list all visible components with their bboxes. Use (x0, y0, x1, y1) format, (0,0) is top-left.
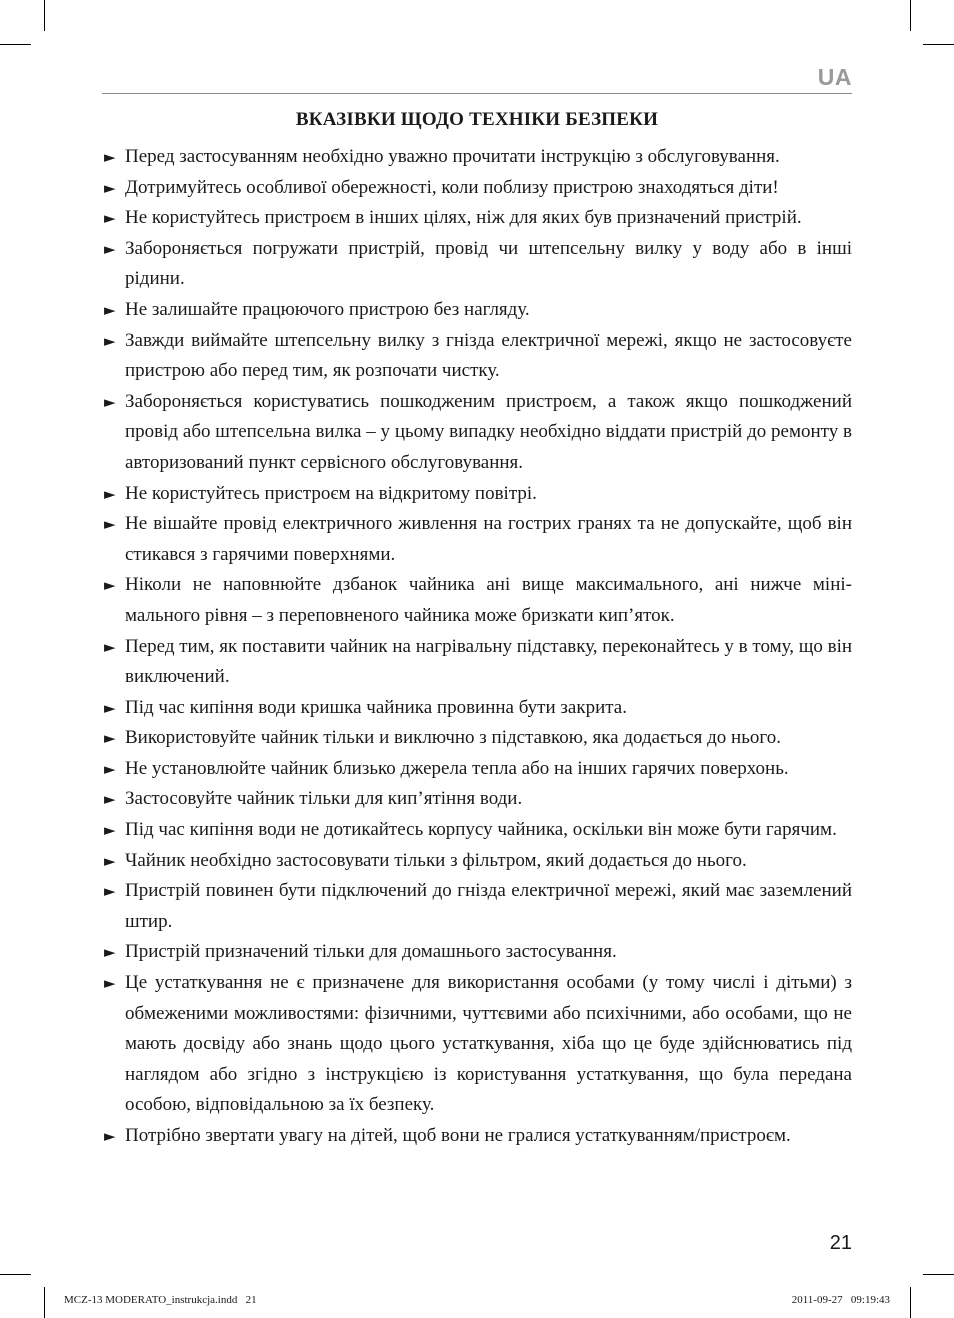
list-item-text: Під час кипіння води не дотикайтесь корпусу чайника, оскільки він може бути гарячим. (125, 819, 837, 841)
crop-mark (923, 44, 954, 45)
print-slug-file: MCZ-13 MODERATO_instrukcja.indd 21 (64, 1294, 257, 1306)
section-title: ВКАЗІВКИ ЩОДО ТЕХНІКИ БЕЗПЕКИ (295, 109, 659, 130)
list-item-text: Дотримуйтесь особливої обережності, коли поблизу пристрою знаходяться діти! (125, 176, 779, 198)
list-item-text: Забороняється користуватись пошкодженим пристроєм, а також якщо пошкоджений провід або штепсельна вилка – у цьому випадку необхідно віддати пристрій до ремонту в авторизований пункт сервісного обслуговування. (125, 390, 852, 473)
list-item (104, 295, 852, 326)
list-item (104, 479, 852, 510)
header-rule (102, 93, 852, 94)
crop-mark (44, 0, 45, 31)
arrow-bullet-icon: ► (104, 178, 116, 197)
arrow-bullet-icon: ► (104, 882, 116, 901)
arrow-bullet-icon: ► (104, 943, 116, 962)
arrow-bullet-icon: ► (104, 209, 116, 228)
list-item-text: Не користуйтесь пристроєм в інших цілях, ніж для яких був призначений пристрій. (125, 207, 802, 229)
list-item (104, 142, 852, 173)
crop-mark (910, 1287, 911, 1318)
list-item-text: Застосовуйте чайник тільки для кип’ятіння води. (125, 788, 523, 810)
list-item (104, 387, 852, 479)
arrow-bullet-icon: ► (104, 759, 116, 778)
print-slug-date: 2011-09-27 09:19:43 (791, 1294, 890, 1306)
arrow-bullet-icon: ► (104, 698, 116, 717)
list-item-text: Перед застосуванням необхідно уважно прочитати інструкцію з обслуговування. (125, 146, 780, 167)
list-item-text: Не вішайте провід електричного живлення на гострих гранях та не допускайте, щоб він стикався з гарячими поверхнями. (125, 513, 852, 565)
arrow-bullet-icon: ► (104, 484, 116, 503)
crop-mark (910, 0, 911, 31)
arrow-bullet-icon: ► (104, 331, 116, 350)
list-item-text: Під час кипіння води кришка чайника провинна бути закрита. (125, 696, 627, 718)
arrow-bullet-icon: ► (104, 300, 116, 319)
list-item (104, 723, 852, 754)
list-item-text: Не установлюйте чайник близько джерела тепла або на інших гарячих поверхонь. (125, 757, 789, 779)
list-item-text: Використовуйте чайник тільки и виключно з підставкою, яка додається до нього. (125, 727, 781, 749)
list-item (104, 173, 852, 204)
arrow-bullet-icon: ► (104, 576, 116, 595)
safety-instructions-list (104, 142, 852, 1152)
list-item (104, 632, 852, 693)
list-item-text: Потрібно звертати увагу на дітей, щоб вони не гралися устаткуванням/пристроєм. (125, 1125, 791, 1146)
list-item (104, 509, 852, 570)
arrow-bullet-icon: ► (104, 821, 116, 840)
arrow-bullet-icon: ► (104, 239, 116, 258)
list-item (104, 203, 852, 234)
list-item-text: Пристрій повинен бути підключений до гнізда електричної мережі, який має заземлений штир. (125, 880, 852, 932)
arrow-bullet-icon: ► (104, 148, 116, 166)
crop-mark (923, 1274, 954, 1275)
crop-mark (0, 44, 31, 45)
list-item-text: Це устаткування не є призначене для використання особами (у тому числі і дітьми) з обмеженими можливостями: фізичними, чуттєвими або психічними, або особами, що не мають досвіду або знань щодо цього устаткування, хіба що це буде здійснюватись під наглядом або згідно з інструкцією із користування устаткування, що була передана особою, відповідальною за їх безпеку. (125, 972, 852, 1116)
list-item (104, 968, 852, 1121)
list-item-text: Чайник необхідно застосовувати тільки з фільтром, який додається до нього. (125, 849, 747, 871)
list-item-text: Перед тим, як поставити чайник на нагрівальну підставку, переконайтесь у в тому, що він виключений. (125, 635, 853, 688)
page-number: 21 (829, 1232, 852, 1254)
arrow-bullet-icon: ► (104, 637, 116, 656)
list-item-text: Пристрій призначений тільки для домашнього застосування. (125, 941, 617, 963)
crop-mark (44, 1287, 45, 1318)
list-item (104, 693, 852, 724)
arrow-bullet-icon: ► (104, 515, 116, 534)
list-item (104, 876, 852, 937)
list-item-text: Завжди виймайте штепсельну вилку з гнізда електричної мережі, якщо не застосовуєте пристрою або перед тим, як розпочати чистку. (125, 329, 852, 382)
list-item (104, 784, 852, 815)
list-item-text: Ніколи не наповнюйте дзбанок чайника ані вище максимального, ані нижче мінімального рівня – з переповненого чайника може бризкати кип’яток. (125, 574, 852, 626)
list-item-text: Не користуйтесь пристроєм на відкритому повітрі. (125, 482, 537, 504)
arrow-bullet-icon: ► (104, 974, 116, 993)
list-item (104, 570, 852, 631)
arrow-bullet-icon: ► (104, 1127, 116, 1145)
list-item (104, 815, 852, 846)
arrow-bullet-icon: ► (104, 392, 116, 411)
list-item (104, 937, 852, 968)
list-item (104, 846, 852, 877)
language-label: UA (817, 64, 852, 90)
list-item-text: Забороняється погружати пристрій, провід чи штепсельну вилку у воду або в інші рідини. (125, 237, 852, 290)
arrow-bullet-icon: ► (104, 729, 116, 748)
list-item (104, 326, 852, 387)
arrow-bullet-icon: ► (104, 851, 116, 870)
arrow-bullet-icon: ► (104, 790, 116, 809)
list-item (104, 1121, 852, 1152)
list-item (104, 234, 852, 295)
list-item (104, 754, 852, 785)
list-item-text: Не залишайте працюючого пристрою без нагляду. (125, 298, 530, 320)
crop-mark (0, 1274, 31, 1275)
